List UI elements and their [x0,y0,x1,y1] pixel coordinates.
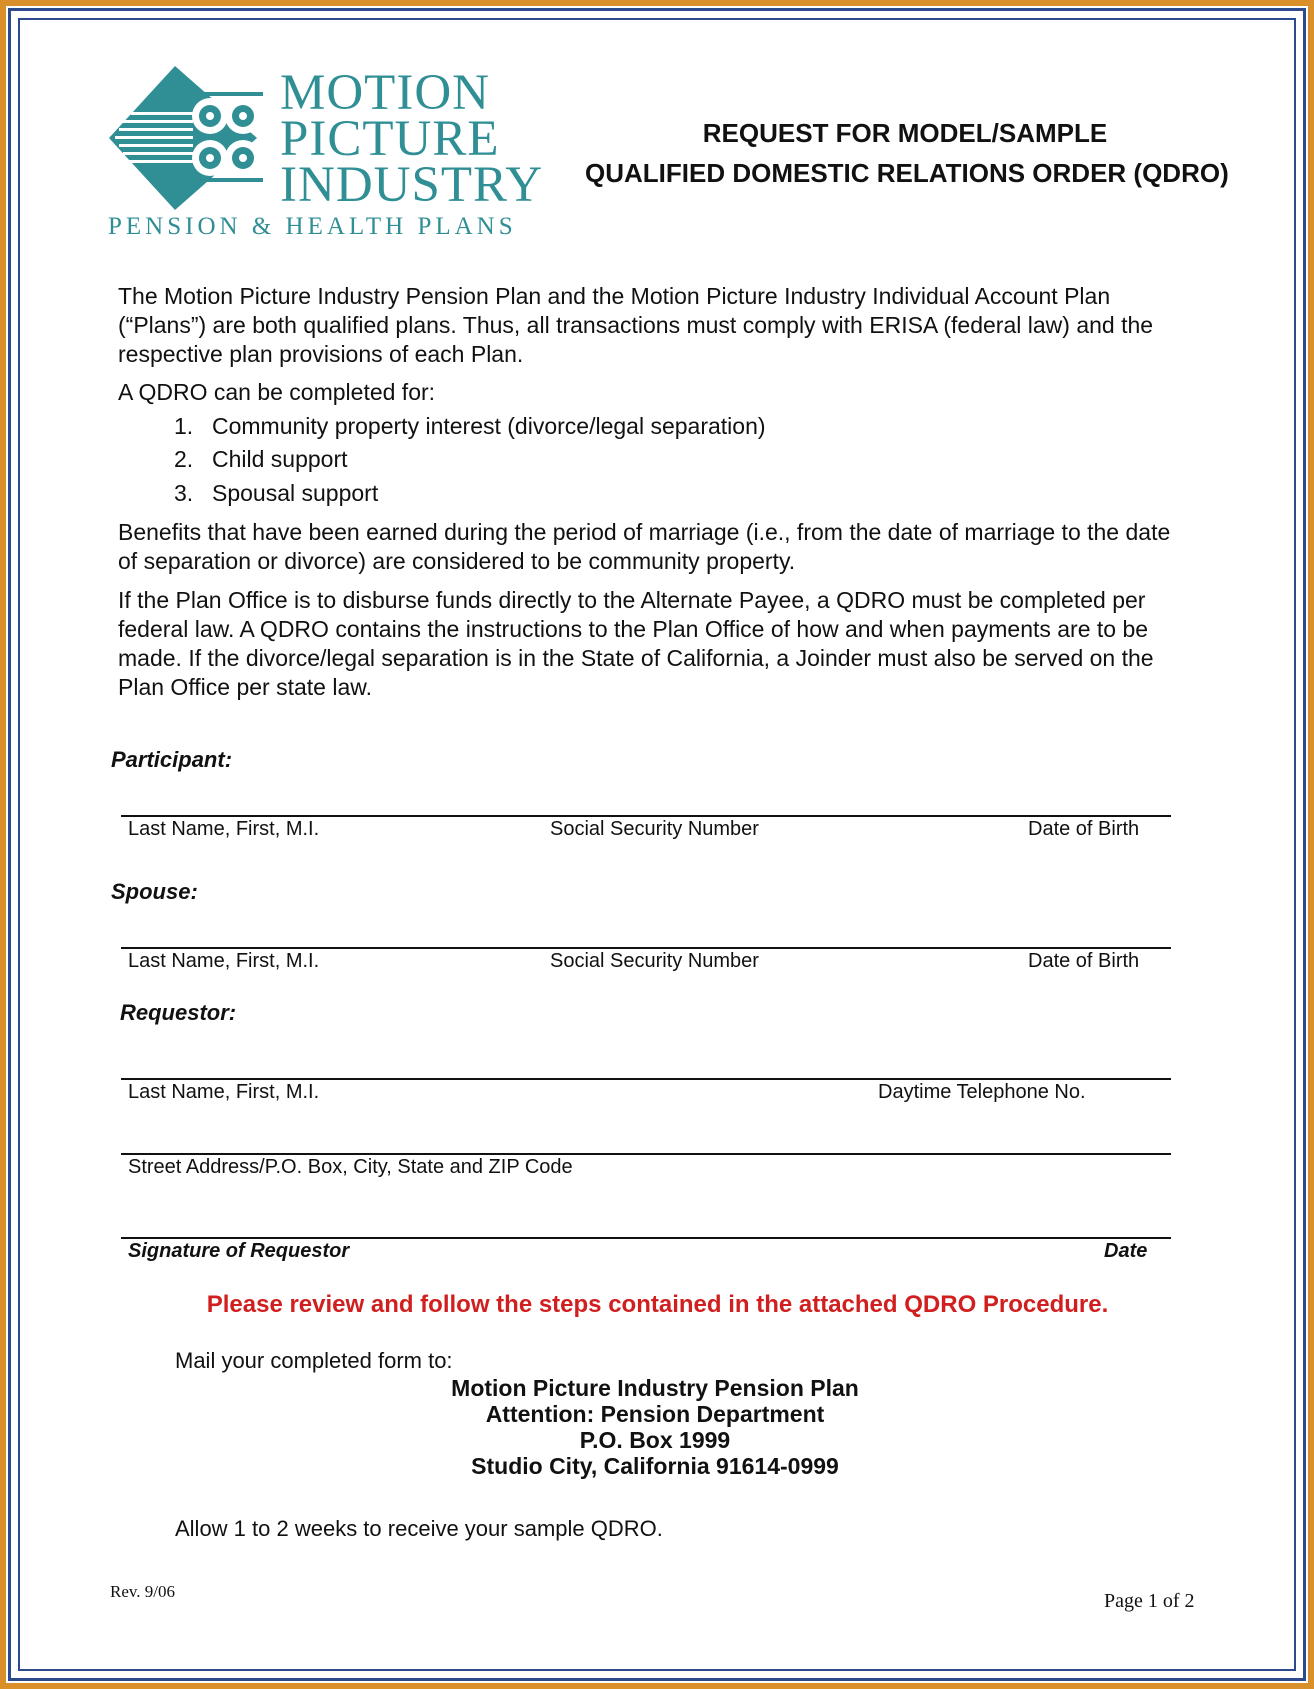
requestor-name-label: Last Name, First, M.I. [128,1081,320,1103]
requestor-address-label: Street Address/P.O. Box, City, State and ZIP Code [128,1156,573,1178]
list-heading: A QDRO can be completed for: [118,379,436,405]
logo-text-line-2: PICTURE [280,111,500,167]
spouse-heading: Spouse: [111,879,198,904]
spouse-ssn-label: Social Security Number [550,950,759,972]
intro-paragraph-3: If the Plan Office is to disburse funds directly to the Alternate Payee, a QDRO must be completed per federal law. A QDRO contains the instructions to the Plan Office of how and when payments are to be made. If the divorce/legal separation is in the State of California, a Joinder must also be served on the Plan Office per state law. [118,587,1154,700]
revision-date: Rev. 9/06 [110,1582,176,1601]
participant-name-label: Last Name, First, M.I. [128,818,320,840]
spouse-dob-label: Date of Birth [1028,950,1140,972]
signature-label: Signature of Requestor [128,1240,350,1262]
spouse-entry-line[interactable] [121,947,1171,949]
logo-text-line-1: MOTION [280,65,490,121]
mail-intro: Mail your completed form to: [175,1348,453,1373]
requestor-phone-label: Daytime Telephone No. [878,1081,1086,1103]
logo-subline: PENSION & HEALTH PLANS [108,213,517,240]
mailing-address-line: Studio City, California 91614-0999 [471,1453,839,1479]
requestor-signature-entry-line[interactable] [121,1237,1171,1239]
requestor-name-entry-line[interactable] [121,1078,1171,1080]
film-reel-diamond-icon [105,62,275,214]
participant-heading: Participant: [111,747,233,772]
list-item: 3. Spousal support [174,480,379,506]
spouse-name-label: Last Name, First, M.I. [128,950,320,972]
procedure-notice: Please review and follow the steps contained in the attached QDRO Procedure. [206,1291,1109,1318]
form-title-line-1: REQUEST FOR MODEL/SAMPLE [702,118,1108,148]
turnaround-note: Allow 1 to 2 weeks to receive your sample QDRO. [175,1516,663,1541]
list-item: 1. Community property interest (divorce/legal separation) [174,413,766,439]
participant-dob-label: Date of Birth [1028,818,1140,840]
participant-ssn-label: Social Security Number [550,818,759,840]
page-number: Page 1 of 2 [1104,1590,1195,1612]
intro-paragraph-2: Benefits that have been earned during the period of marriage (i.e., from the date of marriage to the date of separation or divorce) are considered to be community property. [118,519,1171,574]
intro-paragraph-1: The Motion Picture Industry Pension Plan and the Motion Picture Industry Individual Account Plan (“Plans”) are both qualified plans. Thus, all transactions must comply with ERISA (federal law) and the respective plan provisions of each Plan. [118,283,1154,367]
requestor-address-entry-line[interactable] [121,1153,1171,1155]
signature-date-label: Date [1104,1240,1148,1262]
participant-entry-line[interactable] [121,815,1171,817]
mailing-address-line: Motion Picture Industry Pension Plan [451,1375,859,1401]
mailing-address-line: Attention: Pension Department [485,1401,825,1427]
requestor-heading: Requestor: [120,1000,237,1025]
list-item: 2. Child support [174,446,348,472]
mailing-address-line: P.O. Box 1999 [579,1427,731,1453]
logo-text-line-3: INDUSTRY [280,157,544,213]
form-title-line-2: QUALIFIED DOMESTIC RELATIONS ORDER (QDRO) [585,158,1229,188]
